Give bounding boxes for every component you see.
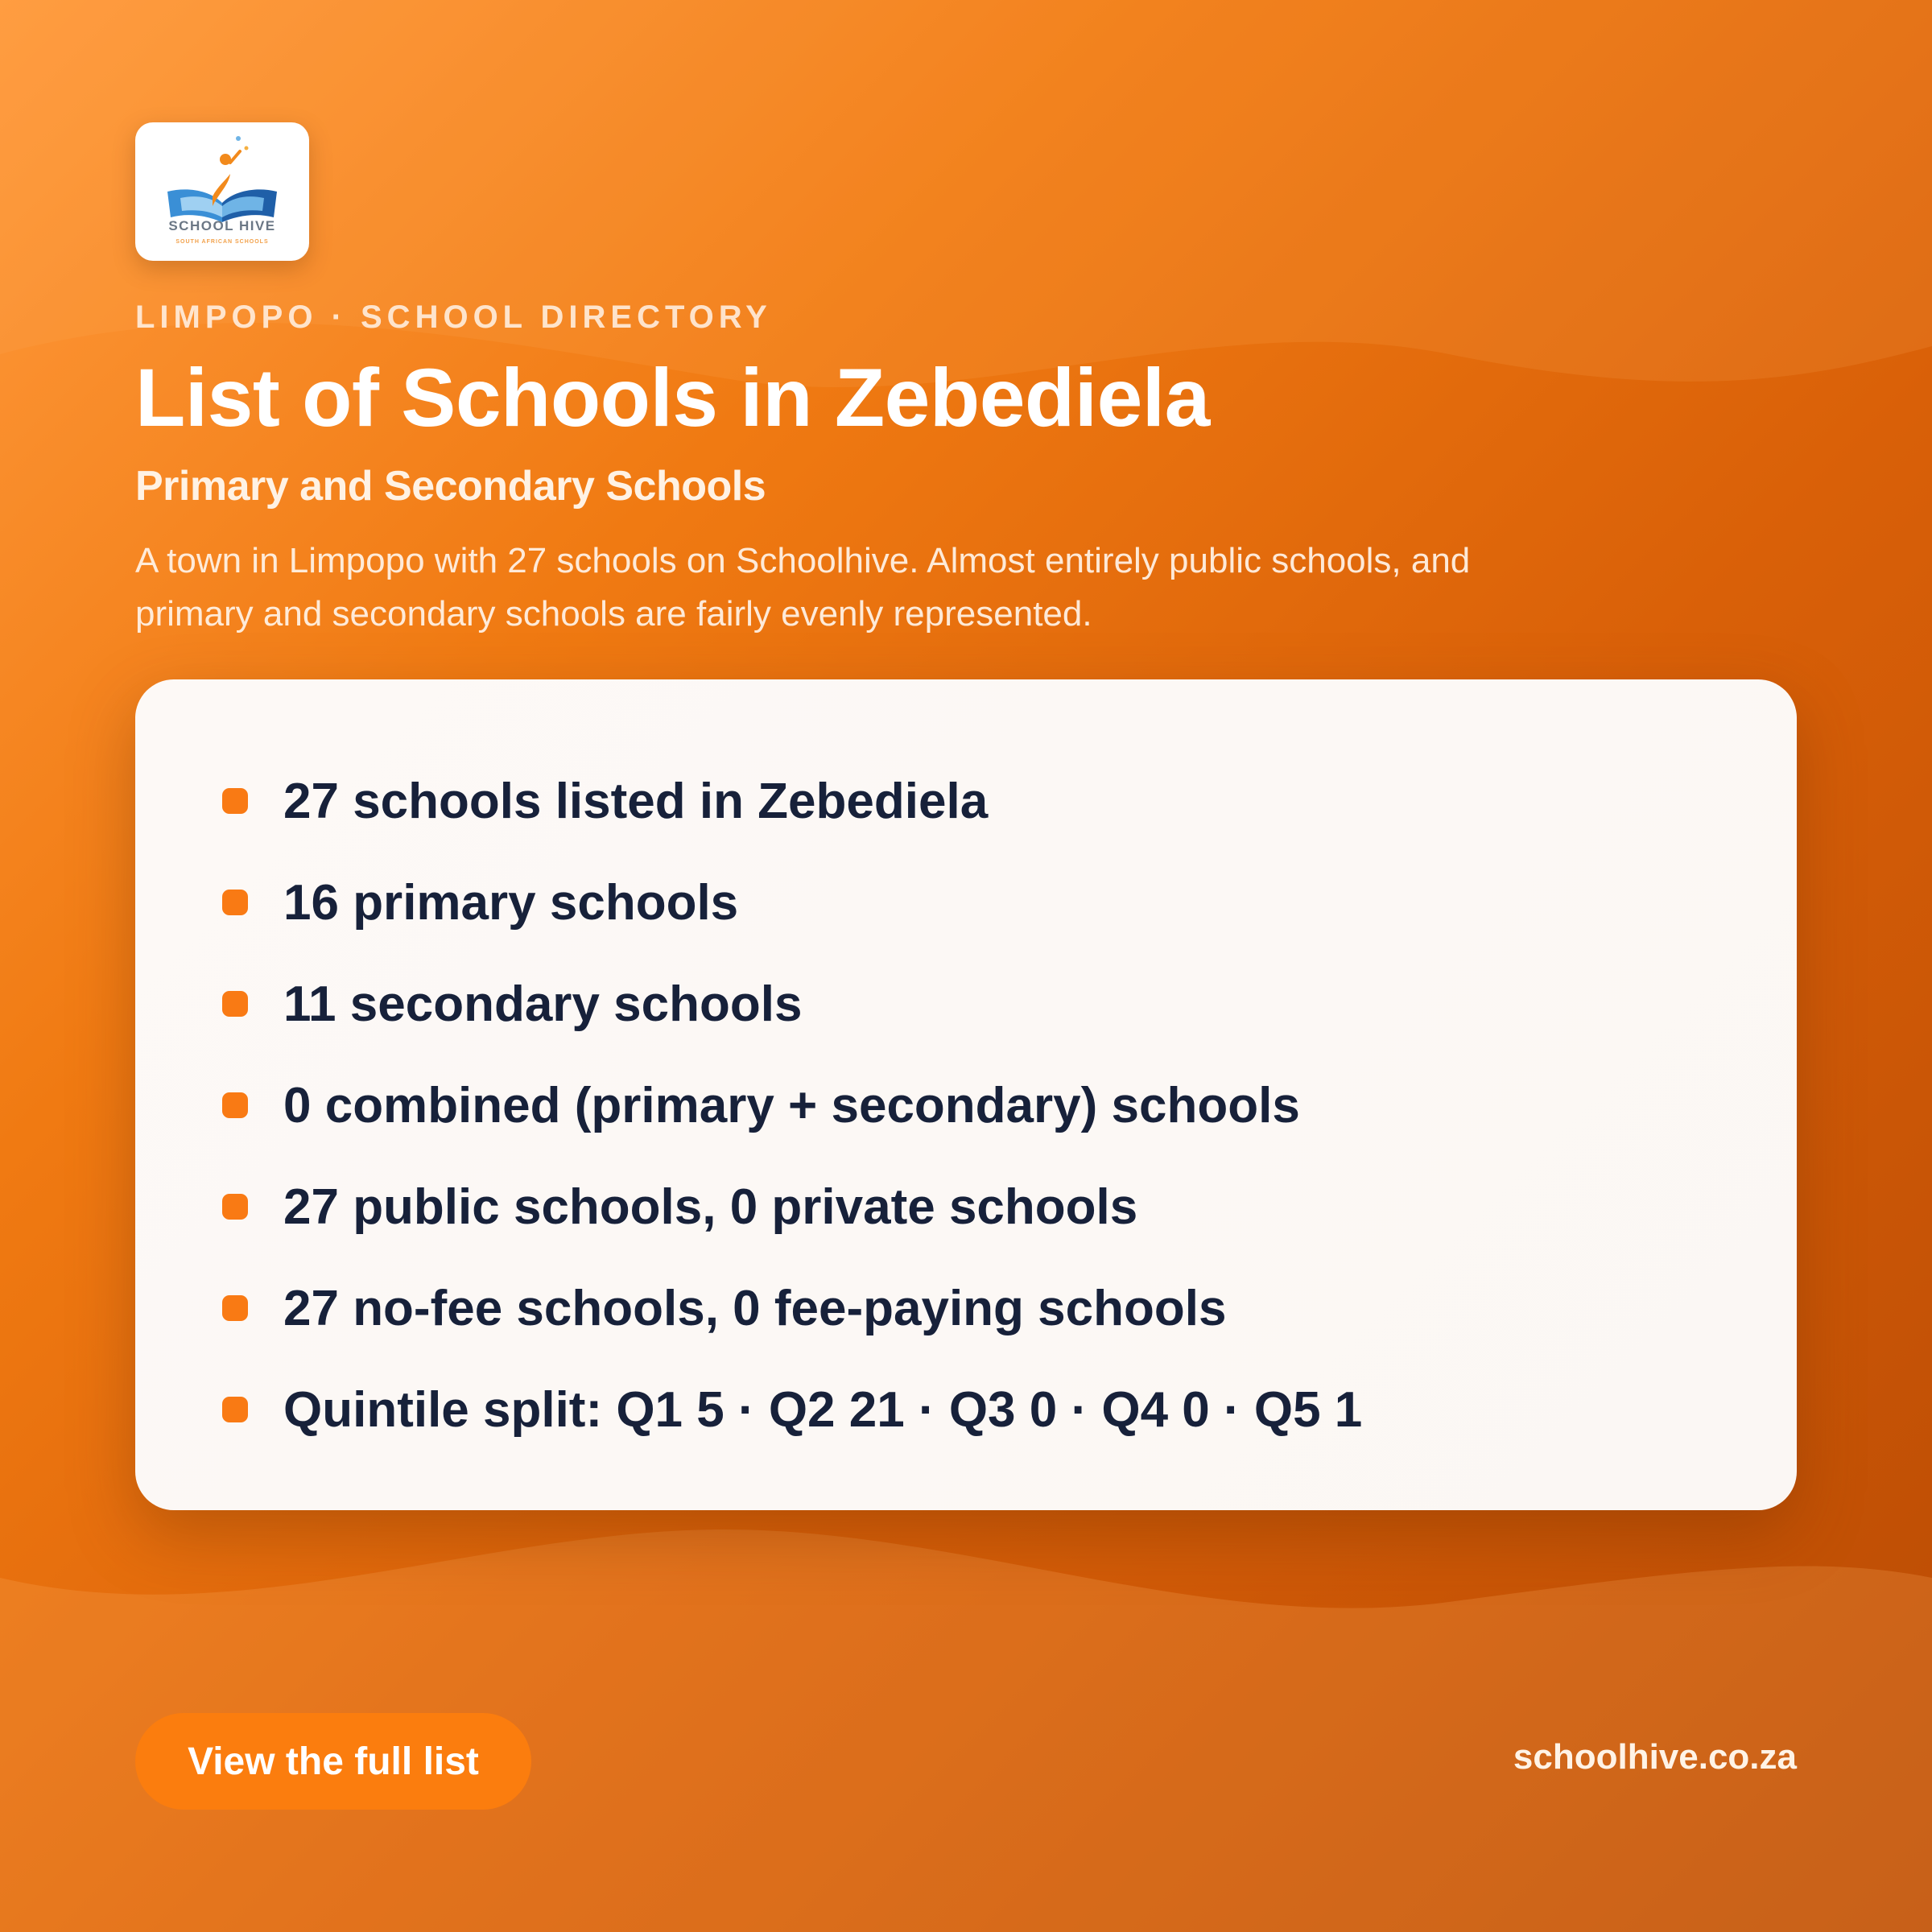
stat-text: 27 schools listed in Zebediela (283, 773, 989, 829)
stat-text: 16 primary schools (283, 874, 739, 931)
bullet-icon (222, 991, 248, 1017)
page-title: List of Schools in Zebediela (135, 352, 1210, 444)
bullet-icon (222, 1194, 248, 1220)
stat-item-public-private (222, 1156, 1362, 1257)
stat-text: 27 no-fee schools, 0 fee-paying schools (283, 1280, 1227, 1336)
svg-text:SOUTH AFRICAN SCHOOLS: SOUTH AFRICAN SCHOOLS (175, 239, 269, 245)
svg-text:SCHOOL HIVE: SCHOOL HIVE (168, 218, 276, 233)
stat-item-secondary (222, 953, 1362, 1055)
stat-item-primary (222, 852, 1362, 953)
stat-text: 11 secondary schools (283, 976, 803, 1032)
stats-card (135, 679, 1797, 1510)
stat-item-fees (222, 1257, 1362, 1359)
stat-item-quintiles (222, 1359, 1362, 1460)
stat-text: 0 combined (primary + secondary) schools (283, 1077, 1300, 1133)
view-full-list-button[interactable]: View the full list (135, 1713, 531, 1810)
stat-text: Quintile split: Q1 5 · Q2 21 · Q3 0 · Q4 0 · Q5 1 (283, 1381, 1363, 1438)
stats-list (222, 750, 1362, 1460)
stat-text: 27 public schools, 0 private schools (283, 1179, 1138, 1235)
stat-item-total (222, 750, 1362, 852)
stat-item-combined (222, 1055, 1362, 1156)
eyebrow-label: LIMPOPO · SCHOOL DIRECTORY (135, 299, 772, 335)
bullet-icon (222, 788, 248, 814)
bullet-icon (222, 1295, 248, 1321)
bullet-icon (222, 1397, 248, 1422)
bullet-icon (222, 890, 248, 915)
site-url: schoolhive.co.za (1513, 1737, 1797, 1777)
school-hive-logo (135, 122, 309, 261)
page-subtitle: Primary and Secondary Schools (135, 463, 766, 510)
bullet-icon (222, 1092, 248, 1118)
town-description: A town in Limpopo with 27 schools on Schoolhive. Almost entirely public schools, and primary and secondary schools are fairly evenly represented. (135, 541, 1471, 634)
